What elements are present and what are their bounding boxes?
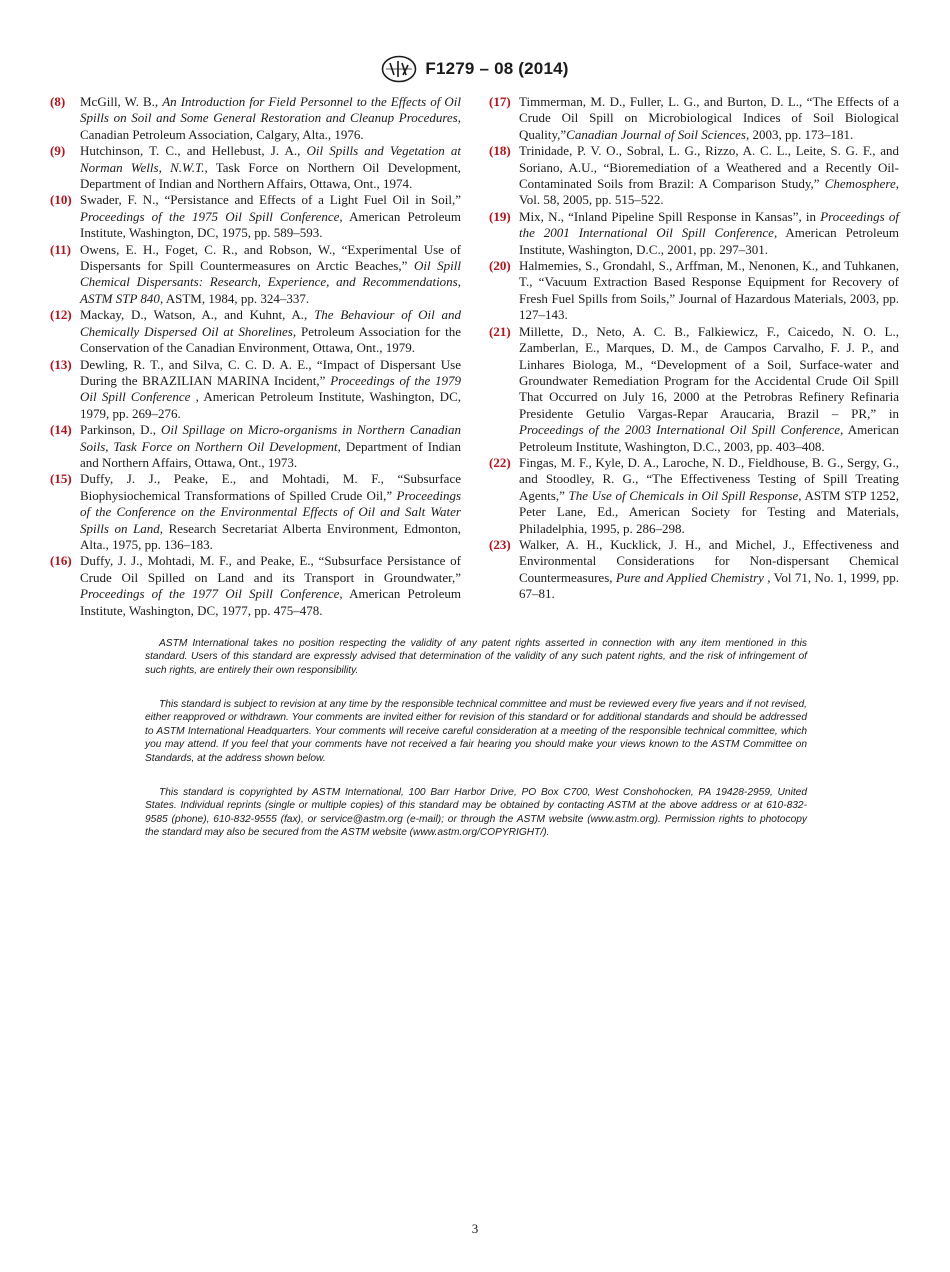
reference-number: (15): [50, 471, 72, 487]
reference-title: Proceedings of the 2003 International Oil Spill Conference: [519, 422, 841, 438]
reference-title: Proceedings of the 1975 Oil Spill Conference: [80, 208, 340, 224]
reference-title: Canadian Journal of Soil Sciences: [566, 126, 746, 142]
reference-text: Fingas, M. F., Kyle, D. A., Laroche, N. D., Fieldhouse, B. G., Sergy, G., and Stoodley, R. G., “The Effectiveness Testing of Spill Treating Agents,”: [519, 454, 899, 503]
reference-text: , Research Secretariat Alberta Environment, Edmonton, Alta., 1975, pp. 136–183.: [80, 520, 461, 552]
reference-text: , Vol. 58, 2005, pp. 515–522.: [519, 176, 899, 208]
reference-entry: [489, 258, 899, 324]
reference-text: Hutchinson, T. C., and Hellebust, J. A.,: [80, 143, 307, 159]
references-right-column: [489, 94, 899, 603]
reference-entry: [50, 471, 461, 553]
patent-notice: ASTM International takes no position respecting the validity of any patent rights asserted in connection with any item mentioned in this standard. Users of this standard are expressly advised that determination of the validity of any such patent rights, and the risk of infringement of such rights, are entirely their own responsibility.: [145, 638, 807, 676]
references-left-column: [50, 94, 461, 619]
reference-text: , American Petroleum Institute, Washington, DC, 1975, pp. 589–593.: [80, 208, 461, 241]
reference-number: (18): [489, 143, 511, 159]
reference-number: (16): [50, 553, 72, 569]
reference-text: , ASTM STP 1252, Peter Lane, Ed., American Society for Testing and Materials, Philadelphia, 1995, p. 286–298.: [519, 487, 899, 536]
reference-text: , Department of Indian and Northern Affairs, Ottawa, Ont., 1973.: [80, 438, 461, 470]
reference-text: Trinidade, P. V. O., Sobral, L. G., Rizzo, A. C. L., Leite, S. G. F., and Soriano, A.U., “Bioremediation of a Weathered and a Recently Oil-Contaminated Soils from Brazil: A Comparison Study,”: [519, 143, 899, 192]
reference-entry: [489, 324, 899, 455]
astm-logo-icon: [381, 55, 417, 83]
reference-entry: [489, 94, 899, 143]
reference-entry: [50, 242, 461, 308]
reference-entry: [489, 209, 899, 258]
page-header: [0, 54, 950, 84]
reference-number: (20): [489, 258, 511, 274]
reference-number: (23): [489, 536, 511, 552]
reference-text: , Canadian Petroleum Association, Calgary, Alta., 1976.: [80, 110, 461, 142]
reference-title: Proceedings of the 1977 Oil Spill Conference: [80, 586, 340, 602]
reference-title: Proceedings of the 1979 Oil Spill Conference: [80, 372, 461, 405]
revision-notice: This standard is subject to revision at any time by the responsible technical committee and must be reviewed every five years and if not revised, either reapproved or withdrawn. Your comments are invited either for revision of this standard or for additional standards and should be addressed to ASTM International Headquarters. Your comments will receive careful consideration at a meeting of the responsible technical committee, which you may attend. If you feel that your comments have not received a fair hearing you should make your views known to the ASTM Committee on Standards, at the address shown below.: [145, 699, 807, 764]
reference-text: Halmemies, S., Grondahl, S., Arffman, M., Nenonen, K., and Tuhkanen, T., “Vacuum Extraction Based Response Equipment for Recovery of Fresh Fuel Spills from Soils,” Journal of Hazardous Materials, 2003, pp. 127–143.: [519, 258, 899, 323]
reference-title: The Behaviour of Oil and Chemically Dispersed Oil at Shorelines: [80, 307, 461, 339]
reference-entry: [50, 357, 461, 423]
reference-text: Swader, F. N., “Persistance and Effects of a Light Fuel Oil in Soil,”: [80, 192, 461, 208]
reference-text: McGill, W. B.,: [80, 94, 163, 109]
reference-entry: [50, 192, 461, 241]
reference-text: Parkinson, D.,: [80, 422, 161, 438]
reference-entry: [489, 143, 899, 209]
reference-text: Walker, A. H., Kucklick, J. H., and Michel, J., Effectiveness and Environmental Considerations for Non-dispersant Chemical Countermeasures,: [519, 536, 899, 585]
reference-number: (19): [489, 208, 511, 224]
reference-text: Owens, E. H., Foget, C. R., and Robson, W., “Experimental Use of Dispersants for Spill Countermeasures on Arctic Beaches,”: [80, 241, 461, 274]
reference-text: , American Petroleum Institute, Washington, DC, 1979, pp. 269–276.: [80, 389, 461, 421]
reference-number: (8): [50, 94, 66, 109]
reference-text: Mix, N., “Inland Pipeline Spill Response in Kansas”, in: [519, 208, 821, 224]
copyright-notice: This standard is copyrighted by ASTM International, 100 Barr Harbor Drive, PO Box C700, West Conshohocken, PA 19428-2959, United States. Individual reprints (single or multiple copies) of this standard may be obtained by contacting ASTM at the above address or at 610-832-9585 (phone), 610-832-9555 (fax), or service@astm.org (e-mail); or through the ASTM website (www.astm.org). Permission rights to photocopy the standard may also be secured from the ASTM website (www.astm.org/COPYRIGHT/).: [145, 787, 807, 839]
reference-entry: [50, 94, 461, 143]
reference-entry: [489, 537, 899, 603]
reference-text: Timmerman, M. D., Fuller, L. G., and Burton, D. L., “The Effects of a Crude Oil Spill on Microbiological Indices of Soil Biological Quality,”: [519, 94, 899, 142]
reference-entry: [50, 143, 461, 192]
reference-text: , ASTM, 1984, pp. 324–337.: [159, 290, 310, 306]
reference-entry: [50, 422, 461, 471]
reference-title: Proceedings of the 2001 International Oil Spill Conference: [519, 208, 899, 241]
reference-entry: [50, 307, 461, 356]
reference-number: (14): [50, 422, 72, 438]
standard-designation: F1279 – 08 (2014): [425, 59, 569, 78]
reference-text: , American Petroleum Institute, Washington, D.C., 2003, pp. 403–408.: [519, 422, 899, 454]
reference-text: , 2003, pp. 173–181.: [745, 126, 854, 142]
reference-text: , American Petroleum Institute, Washington, D.C., 2001, pp. 297–301.: [519, 225, 900, 257]
reference-text: Duffy, J. J., Mohtadi, M. F., and Peake, E., “Subsurface Persistance of Crude Oil Spilled on Land and its Transport in Groundwater,”: [80, 553, 461, 585]
reference-text: , Vol 71, No. 1, 1999, pp. 67–81.: [519, 569, 899, 602]
reference-title: Oil Spill Chemical Dispersants: Research, Experience, and Recommendations, ASTM STP 840: [80, 258, 461, 306]
reference-number: (22): [489, 454, 511, 470]
reference-title: Oil Spillage on Micro-organisms in Northern Canadian Soils, Task Force on Northern Oil Development: [80, 422, 461, 454]
reference-title: An Introduction for Field Personnel to the Effects of Oil Spills on Soil and Some General Restoration and Cleanup Procedures: [80, 94, 461, 126]
reference-number: (11): [50, 241, 71, 257]
page-number: 3: [471, 1221, 479, 1236]
reference-title: Oil Spills and Vegetation at Norman Wells, N.W.T.: [80, 143, 461, 175]
reference-number: (21): [489, 323, 511, 339]
reference-text: Duffy, J. J., Peake, E., and Mohtadi, M. F., “Subsurface Biophysiochemical Transformations of Spilled Crude Oil,”: [80, 471, 461, 503]
reference-text: Mackay, D., Watson, A., and Kuhnt, A.,: [80, 307, 315, 323]
reference-title: The Use of Chemicals in Oil Spill Response: [568, 487, 799, 503]
reference-title: Proceedings of the Conference on the Environmental Effects of Oil and Salt Water Spills on Land: [80, 487, 461, 536]
reference-text: Dewling, R. T., and Silva, C. C. D. A. E., “Impact of Dispersant Use During the BRAZILIAN MARINA Incident,”: [80, 356, 461, 388]
reference-number: (12): [50, 307, 72, 323]
reference-entry: [489, 455, 899, 537]
reference-number: (17): [489, 94, 511, 109]
reference-text: , American Petroleum Institute, Washington, DC, 1977, pp. 475–478.: [80, 586, 461, 618]
reference-number: (10): [50, 192, 72, 208]
reference-title: Chemosphere: [824, 176, 896, 192]
reference-number: (13): [50, 356, 72, 372]
reference-text: , Task Force on Northern Oil Development, Department of Indian and Northern Affairs, Ottawa, Ont., 1974.: [80, 159, 461, 192]
reference-text: , Petroleum Association for the Conservation of the Canadian Environment, Ottawa, Ont., 1979.: [80, 323, 461, 356]
reference-text: Millette, D., Neto, A. C. B., Falkiewicz, F., Caicedo, N. O. L., Zamberlan, E., Marques, D. M., de Campos Carvalho, F. J. P., and Linhares Biologa, M., “Development of a Soil, Surface-water and Groundwater Remediation Program for the Accidental Crude Oil Spill That Occurred on July 16, 2000 at the Petrobras Refinery Refinaria Presidente Getulio Vargas-Repar Araucaria, Brazil – PR,” in: [519, 323, 899, 421]
reference-entry: [50, 553, 461, 619]
reference-number: (9): [50, 143, 66, 159]
reference-title: Pure and Applied Chemistry: [615, 569, 764, 585]
